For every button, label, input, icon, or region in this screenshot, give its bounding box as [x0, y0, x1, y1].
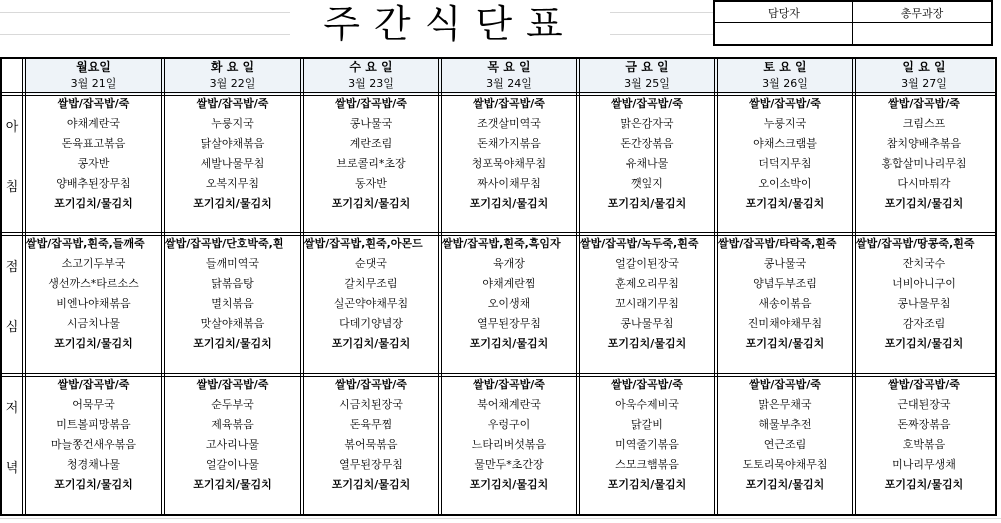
- menu-cell[interactable]: 청경채나물: [66, 458, 121, 471]
- approval-label-staff: 담당자: [768, 7, 800, 20]
- menu-cell[interactable]: 쌀밥/잡곡밥/죽: [888, 378, 960, 391]
- menu-cell[interactable]: 포기김치/물김치: [193, 197, 272, 210]
- menu-cell[interactable]: 포기김치/물김치: [884, 197, 964, 210]
- menu-cell[interactable]: 순두부국: [211, 398, 254, 411]
- menu-cell[interactable]: 쌀밥/잡곡밥/타락죽,흰죽: [718, 237, 837, 250]
- menu-cell[interactable]: 콩나물무침: [897, 297, 951, 310]
- menu-cell[interactable]: 얼갈이나물: [205, 458, 260, 471]
- menu-cell[interactable]: 비엔나야채볶음: [56, 297, 131, 310]
- menu-cell[interactable]: 닭갈비: [631, 418, 663, 431]
- menu-cell[interactable]: 깻잎지: [631, 177, 663, 190]
- menu-cell[interactable]: 실곤약야채무침: [333, 297, 409, 310]
- day-name-2: 수 요 일: [349, 60, 393, 74]
- menu-cell[interactable]: 쌀밥/잡곡밥/죽: [335, 97, 407, 110]
- menu-cell[interactable]: 순댓국: [355, 257, 387, 270]
- menu-cell[interactable]: 열무된장무침: [339, 458, 403, 471]
- menu-cell[interactable]: 포기김치/물김치: [54, 197, 133, 210]
- menu-cell[interactable]: 쌀밥/잡곡밥,흰죽,흑임자: [442, 237, 561, 250]
- menu-cell[interactable]: 오이소박이: [758, 177, 812, 190]
- approval-sign-cell-1[interactable]: [715, 23, 853, 45]
- menu-cell[interactable]: 미트볼피망볶음: [56, 418, 131, 431]
- menu-cell[interactable]: 쌀밥/잡곡밥/죽: [749, 378, 821, 391]
- menu-cell[interactable]: 쌀밥/잡곡밥,흰죽,들깨죽: [26, 237, 145, 250]
- menu-cell[interactable]: 미나리무생채: [892, 458, 956, 471]
- menu-cell[interactable]: 연근조림: [763, 438, 807, 451]
- menu-cell[interactable]: 누룽지국: [211, 117, 254, 130]
- menu-cell[interactable]: 돈간장볶음: [620, 137, 674, 150]
- menu-cell[interactable]: 청포묵야채무침: [471, 157, 547, 170]
- menu-cell[interactable]: 포기김치/물김치: [193, 337, 272, 350]
- menu-cell[interactable]: 포기김치/물김치: [54, 337, 133, 350]
- menu-cell[interactable]: 닭살야채볶음: [200, 137, 265, 150]
- menu-cell[interactable]: 쌀밥/잡곡밥/땅콩죽,흰죽: [856, 237, 975, 250]
- menu-cell[interactable]: 포기김치/물김치: [607, 337, 687, 350]
- menu-cell[interactable]: 크림스프: [902, 117, 946, 130]
- menu-cell[interactable]: 계란조림: [349, 137, 393, 150]
- menu-cell[interactable]: 콩나물국: [349, 117, 393, 130]
- menu-cell[interactable]: 쌀밥/잡곡밥/죽: [749, 97, 821, 110]
- menu-cell[interactable]: 미역줄기볶음: [615, 438, 679, 451]
- menu-cell[interactable]: 누룽지국: [763, 117, 807, 130]
- menu-cell[interactable]: 제육볶음: [211, 418, 254, 431]
- menu-cell[interactable]: 포기김치/물김치: [54, 478, 133, 491]
- menu-cell[interactable]: 쌀밥/잡곡밥/죽: [196, 378, 269, 391]
- menu-cell[interactable]: 더덕지무침: [758, 157, 812, 170]
- menu-cell[interactable]: 짜사이채무침: [477, 177, 541, 190]
- menu-cell[interactable]: 북어채계란국: [477, 398, 541, 411]
- menu-cell[interactable]: 닭볶음탕: [211, 277, 254, 290]
- menu-cell[interactable]: 육개장: [493, 257, 525, 270]
- menu-cell[interactable]: 포기김치/물김치: [745, 478, 825, 491]
- menu-cell[interactable]: 유채나물: [625, 157, 669, 170]
- menu-cell[interactable]: 포기김치/물김치: [745, 337, 825, 350]
- menu-cell[interactable]: 도토리묵야채무침: [742, 458, 828, 471]
- menu-cell[interactable]: 들깨미역국: [205, 257, 260, 270]
- menu-cell[interactable]: 멸치볶음: [211, 297, 254, 310]
- day-date-6: 3월 27일: [901, 77, 947, 90]
- menu-cell[interactable]: 돈짜장볶음: [897, 418, 951, 431]
- menu-cell[interactable]: 포기김치/물김치: [193, 478, 272, 491]
- menu-cell[interactable]: 쌀밥/잡곡밥/죽: [473, 378, 545, 391]
- menu-cell[interactable]: 포기김치/물김치: [884, 478, 964, 491]
- meal-label-top-0: 아: [5, 120, 19, 135]
- menu-cell[interactable]: 호박볶음: [902, 438, 946, 451]
- menu-cell[interactable]: 꼬시래기무침: [615, 297, 679, 310]
- menu-cell[interactable]: 쌀밥/잡곡밥/단호박죽,흰: [165, 237, 284, 250]
- menu-cell[interactable]: 느타리버섯볶음: [471, 438, 547, 451]
- menu-cell[interactable]: 야채스크램블: [753, 137, 817, 150]
- menu-cell[interactable]: 쌀밥/잡곡밥/죽: [611, 97, 683, 110]
- menu-cell[interactable]: 너비아니구이: [892, 277, 956, 290]
- menu-cell[interactable]: 우렁구이: [487, 418, 531, 431]
- meal-label-top-1: 점: [5, 260, 19, 275]
- menu-cell[interactable]: 생선까스*타르소스: [48, 277, 139, 290]
- day-name-3: 목 요 일: [487, 60, 531, 74]
- menu-cell[interactable]: 진미채야채무침: [747, 317, 823, 330]
- menu-cell[interactable]: 잔치국수: [902, 257, 946, 270]
- menu-cell[interactable]: 돈육무찜: [349, 418, 393, 431]
- page-title: 주간식단표: [323, 2, 577, 46]
- menu-cell[interactable]: 홍합살미나리무침: [881, 157, 967, 170]
- menu-cell[interactable]: 콩나물국: [763, 257, 807, 270]
- menu-cell[interactable]: 포기김치/물김치: [607, 197, 687, 210]
- meal-label-bottom-0: 침: [5, 180, 19, 195]
- menu-cell[interactable]: 소고기두부국: [61, 257, 126, 270]
- menu-cell[interactable]: 포기김치/물김치: [607, 478, 687, 491]
- menu-cell[interactable]: 갈치무조림: [344, 277, 398, 290]
- day-name-0: 월요일: [76, 60, 111, 74]
- day-date-5: 3월 26일: [762, 77, 808, 90]
- menu-cell[interactable]: 돈육표고볶음: [61, 137, 126, 150]
- menu-cell[interactable]: 다데기양념장: [339, 317, 403, 330]
- menu-cell[interactable]: 야채계란찜: [482, 277, 536, 290]
- menu-cell[interactable]: 쌀밥/잡곡밥/녹두죽,흰죽: [580, 237, 699, 250]
- menu-cell[interactable]: 감자조림: [902, 317, 946, 330]
- menu-cell[interactable]: 포기김치/물김치: [469, 197, 549, 210]
- day-name-6: 일 요 일: [902, 60, 946, 74]
- menu-cell[interactable]: 포기김치/물김치: [331, 197, 411, 210]
- menu-cell[interactable]: 볶어묵볶음: [344, 438, 398, 451]
- approval-box: [713, 0, 993, 46]
- menu-cell[interactable]: 맑은무채국: [758, 398, 812, 411]
- menu-cell[interactable]: 오복지무침: [205, 177, 260, 190]
- menu-cell[interactable]: 포기김치/물김치: [469, 337, 549, 350]
- menu-cell[interactable]: 포기김치/물김치: [331, 337, 411, 350]
- menu-cell[interactable]: 스모크햄볶음: [615, 458, 679, 471]
- menu-cell[interactable]: 포기김치/물김치: [745, 197, 825, 210]
- menu-cell[interactable]: 고사리나물: [205, 438, 260, 451]
- menu-cell[interactable]: 포기김치/물김치: [884, 337, 964, 350]
- menu-cell[interactable]: 훈제오리무침: [615, 277, 679, 290]
- approval-sign-cell-2[interactable]: [853, 23, 991, 45]
- menu-cell[interactable]: 오이생채: [487, 297, 531, 310]
- menu-cell[interactable]: 쌀밥/잡곡밥/죽: [196, 97, 269, 110]
- day-name-5: 토 요 일: [763, 60, 807, 74]
- day-name-4: 금 요 일: [625, 60, 669, 74]
- menu-cell[interactable]: 다시마튀각: [897, 177, 951, 190]
- menu-table: [0, 57, 997, 516]
- menu-cell[interactable]: 양념두부조림: [753, 277, 817, 290]
- day-name-1: 화 요 일: [210, 60, 255, 74]
- meal-label-top-2: 저: [5, 401, 19, 416]
- day-date-3: 3월 24일: [486, 77, 532, 90]
- menu-cell[interactable]: 돈채가지볶음: [477, 137, 541, 150]
- menu-cell[interactable]: 포기김치/물김치: [469, 478, 549, 491]
- menu-cell[interactable]: 새송이볶음: [758, 297, 812, 310]
- menu-cell[interactable]: 어묵무국: [72, 398, 115, 411]
- menu-cell[interactable]: 해물부추전: [758, 418, 812, 431]
- menu-cell[interactable]: 쌀밥/잡곡밥,흰죽,아몬드: [304, 237, 423, 250]
- menu-cell[interactable]: 콩나물무침: [620, 317, 674, 330]
- menu-cell[interactable]: 콩자반: [77, 157, 110, 170]
- day-date-0: 3월 21일: [70, 77, 117, 90]
- meal-label-bottom-2: 녁: [5, 461, 19, 476]
- day-date-1: 3월 22일: [209, 77, 256, 90]
- menu-cell[interactable]: 동자반: [355, 177, 387, 190]
- menu-cell[interactable]: 참치양배추볶음: [886, 137, 962, 150]
- menu-cell[interactable]: 마늘쫑건새우볶음: [50, 438, 136, 451]
- menu-cell[interactable]: 쌀밥/잡곡밥/죽: [611, 378, 683, 391]
- menu-cell[interactable]: 열무된장무침: [477, 317, 541, 330]
- menu-cell[interactable]: 세발나물무침: [200, 157, 265, 170]
- day-date-4: 3월 25일: [624, 77, 670, 90]
- menu-cell[interactable]: 시금치나물: [66, 317, 121, 330]
- menu-cell[interactable]: 브로콜리*초장: [336, 157, 406, 170]
- menu-cell[interactable]: 시금치된장국: [339, 398, 403, 411]
- menu-cell[interactable]: 조갯살미역국: [477, 117, 541, 130]
- menu-cell[interactable]: 근대된장국: [897, 398, 951, 411]
- day-date-2: 3월 23일: [348, 77, 394, 90]
- meal-label-bottom-1: 심: [5, 320, 19, 335]
- menu-cell[interactable]: 쌀밥/잡곡밥/죽: [57, 378, 130, 391]
- menu-cell[interactable]: 쌀밥/잡곡밥/죽: [57, 97, 130, 110]
- menu-cell[interactable]: 양배추된장무침: [56, 177, 131, 190]
- menu-cell[interactable]: 쌀밥/잡곡밥/죽: [888, 97, 960, 110]
- menu-cell[interactable]: 아욱수제비국: [615, 398, 679, 411]
- menu-cell[interactable]: 맑은감자국: [620, 117, 674, 130]
- menu-cell[interactable]: 야채계란국: [66, 117, 121, 130]
- menu-cell[interactable]: 포기김치/물김치: [331, 478, 411, 491]
- approval-label-manager: 총무과장: [900, 7, 944, 20]
- menu-cell[interactable]: 쌀밥/잡곡밥/죽: [473, 97, 545, 110]
- menu-cell[interactable]: 쌀밥/잡곡밥/죽: [335, 378, 407, 391]
- menu-cell[interactable]: 물만두*초간장: [474, 458, 544, 471]
- menu-cell[interactable]: 얼갈이된장국: [615, 257, 679, 270]
- menu-cell[interactable]: 맛살야채볶음: [200, 317, 265, 330]
